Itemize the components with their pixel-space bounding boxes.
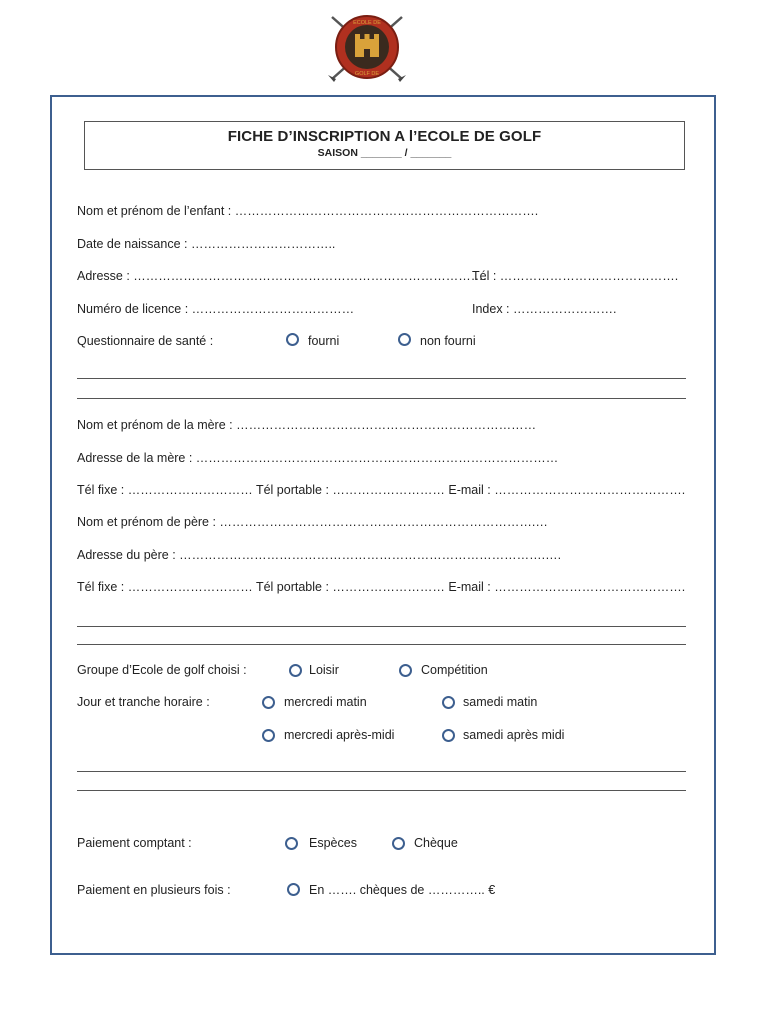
separator	[77, 790, 686, 791]
wed-afternoon-label: mercredi après-midi	[284, 728, 395, 742]
separator	[77, 378, 686, 379]
sat-morning-label: samedi matin	[463, 695, 538, 709]
separator	[77, 644, 686, 645]
phone-field[interactable]: Tél : …………………………………….	[472, 269, 679, 283]
wed-morning-radio[interactable]	[262, 696, 275, 709]
father-address-field[interactable]: Adresse du père : …………………………………………………………………………….….	[77, 548, 562, 562]
health-questionnaire-label: Questionnaire de santé :	[77, 334, 214, 348]
mother-contacts-field[interactable]: Tél fixe : ………………………… Tél portable : ……………………… E-mail : ……………………………………….	[77, 483, 686, 497]
health-provided-radio[interactable]	[286, 333, 299, 346]
sat-afternoon-label: samedi après midi	[463, 728, 565, 742]
child-name-field[interactable]: Nom et prénom de l’enfant : ……………………………………………………………….	[77, 204, 539, 218]
schedule-label: Jour et tranche horaire :	[77, 695, 210, 709]
cash-payment-label: Paiement comptant :	[77, 836, 192, 850]
group-leisure-radio[interactable]	[289, 664, 302, 677]
index-field[interactable]: Index : …………………….	[472, 302, 617, 316]
group-label: Groupe d’Ecole de golf choisi :	[77, 663, 247, 677]
group-competition-radio[interactable]	[399, 664, 412, 677]
golf-club-logo	[324, 9, 410, 85]
title-box	[84, 121, 685, 170]
mother-name-field[interactable]: Nom et prénom de la mère : ………………………………………………………………	[77, 418, 537, 432]
group-competition-label: Compétition	[421, 663, 488, 677]
installments-option-label[interactable]: En ……. chèques de ………….. €	[309, 883, 496, 897]
svg-text:ECOLE DE: ECOLE DE	[353, 20, 381, 26]
separator	[77, 771, 686, 772]
mother-address-field[interactable]: Adresse de la mère : ……………………………………………………………………………	[77, 451, 559, 465]
separator	[77, 626, 686, 627]
form-title: FICHE D’INSCRIPTION A l’ECOLE DE GOLF	[227, 128, 542, 145]
svg-text:GOLF DE: GOLF DE	[354, 71, 380, 77]
check-option-label: Chèque	[414, 836, 458, 850]
cash-option-label: Espèces	[309, 836, 357, 850]
wed-morning-label: mercredi matin	[284, 695, 367, 709]
check-radio[interactable]	[392, 837, 405, 850]
birth-date-field[interactable]: Date de naissance : ……………………………..	[77, 237, 336, 251]
installments-radio[interactable]	[287, 883, 300, 896]
wed-afternoon-radio[interactable]	[262, 729, 275, 742]
father-name-field[interactable]: Nom et prénom de père : ………………………………………………………………….…	[77, 515, 548, 529]
sat-morning-radio[interactable]	[442, 696, 455, 709]
health-not-provided-radio[interactable]	[398, 333, 411, 346]
installments-label: Paiement en plusieurs fois :	[77, 883, 231, 897]
health-provided-label: fourni	[308, 334, 340, 348]
address-field[interactable]: Adresse : ………………………………………………………………………….	[77, 269, 487, 283]
group-leisure-label: Loisir	[309, 663, 339, 677]
separator	[77, 398, 686, 399]
father-contacts-field[interactable]: Tél fixe : ………………………… Tél portable : ……………………… E-mail : ……………………………………….	[77, 580, 686, 594]
health-not-provided-label: non fourni	[420, 334, 476, 348]
season-field[interactable]: SAISON _______ / _______	[317, 147, 452, 159]
licence-field[interactable]: Numéro de licence : …………………………………	[77, 302, 355, 316]
cash-radio[interactable]	[285, 837, 298, 850]
sat-afternoon-radio[interactable]	[442, 729, 455, 742]
